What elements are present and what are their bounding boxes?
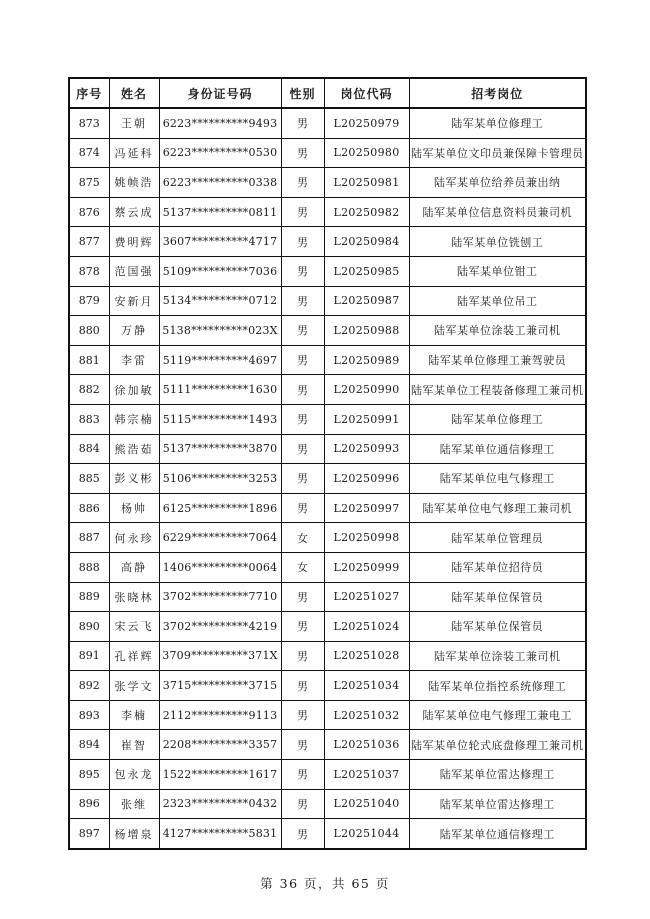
cell-serial-number: 883: [69, 404, 109, 434]
cell-gender: 男: [281, 819, 324, 849]
cell-job-code: L20250991: [324, 404, 409, 434]
cell-job-title: 陆军某单位涂装工兼司机: [409, 641, 586, 671]
cell-job-code: L20250997: [324, 493, 409, 523]
cell-serial-number: 895: [69, 760, 109, 790]
cell-id-number: 5137**********3870: [159, 434, 281, 464]
cell-job-title: 陆军某单位保管员: [409, 612, 586, 642]
cell-name: 崔智: [109, 730, 159, 760]
cell-gender: 女: [281, 523, 324, 553]
cell-id-number: 2323**********0432: [159, 789, 281, 819]
table-row: [69, 316, 586, 346]
table-row: [69, 671, 586, 701]
cell-gender: 男: [281, 286, 324, 316]
cell-id-number: 2208**********3357: [159, 730, 281, 760]
cell-gender: 男: [281, 108, 324, 138]
table-row: [69, 168, 586, 198]
cell-name: 张维: [109, 789, 159, 819]
cell-name: 安新月: [109, 286, 159, 316]
cell-job-title: 陆军某单位涂装工兼司机: [409, 316, 586, 346]
cell-id-number: 3607**********4717: [159, 227, 281, 257]
cell-name: 范国强: [109, 256, 159, 286]
cell-job-title: 陆军某单位雷达修理工: [409, 760, 586, 790]
table-row: [69, 641, 586, 671]
cell-job-title: 陆军某单位通信修理工: [409, 434, 586, 464]
cell-gender: 男: [281, 197, 324, 227]
cell-job-title: 陆军某单位吊工: [409, 286, 586, 316]
column-header-gender: 性别: [281, 78, 324, 108]
cell-job-title: 陆军某单位信息资料员兼司机: [409, 197, 586, 227]
cell-name: 张学文: [109, 671, 159, 701]
cell-job-code: L20251024: [324, 612, 409, 642]
cell-serial-number: 875: [69, 168, 109, 198]
cell-id-number: 6229**********7064: [159, 523, 281, 553]
cell-id-number: 5138**********023X: [159, 316, 281, 346]
table-header-row: [69, 78, 586, 108]
cell-job-code: L20251028: [324, 641, 409, 671]
cell-job-title: 陆军某单位修理工: [409, 108, 586, 138]
cell-serial-number: 879: [69, 286, 109, 316]
cell-job-code: L20250993: [324, 434, 409, 464]
cell-serial-number: 877: [69, 227, 109, 257]
cell-serial-number: 880: [69, 316, 109, 346]
cell-job-code: L20250980: [324, 138, 409, 168]
table-row: [69, 819, 586, 849]
table-row: [69, 730, 586, 760]
cell-serial-number: 886: [69, 493, 109, 523]
cell-job-code: L20251027: [324, 582, 409, 612]
cell-id-number: 1406**********0064: [159, 552, 281, 582]
cell-id-number: 1522**********1617: [159, 760, 281, 790]
cell-gender: 男: [281, 641, 324, 671]
table-row: [69, 700, 586, 730]
cell-name: 冯延科: [109, 138, 159, 168]
cell-name: 杨增泉: [109, 819, 159, 849]
cell-gender: 男: [281, 345, 324, 375]
cell-job-title: 陆军某单位文印员兼保障卡管理员: [409, 138, 586, 168]
cell-id-number: 5106**********3253: [159, 464, 281, 494]
table-row: [69, 256, 586, 286]
cell-gender: 男: [281, 138, 324, 168]
cell-job-code: L20251040: [324, 789, 409, 819]
table-row: [69, 434, 586, 464]
cell-id-number: 6223**********9493: [159, 108, 281, 138]
cell-gender: 男: [281, 760, 324, 790]
cell-gender: 男: [281, 582, 324, 612]
column-header-job-title: 招考岗位: [409, 78, 586, 108]
table-row: [69, 404, 586, 434]
cell-job-code: L20251032: [324, 700, 409, 730]
cell-gender: 女: [281, 552, 324, 582]
cell-id-number: 6223**********0338: [159, 168, 281, 198]
cell-serial-number: 894: [69, 730, 109, 760]
page-number-footer: 第 36 页，共 65 页: [260, 876, 390, 891]
table-body: [69, 108, 586, 849]
cell-job-code: L20251037: [324, 760, 409, 790]
column-header-serial: 序号: [69, 78, 109, 108]
cell-id-number: 5115**********1493: [159, 404, 281, 434]
cell-job-title: 陆军某单位招待员: [409, 552, 586, 582]
cell-job-code: L20251036: [324, 730, 409, 760]
cell-job-code: L20251034: [324, 671, 409, 701]
cell-job-code: L20250979: [324, 108, 409, 138]
cell-id-number: 6125**********1896: [159, 493, 281, 523]
cell-id-number: 6223**********0530: [159, 138, 281, 168]
cell-gender: 男: [281, 227, 324, 257]
cell-gender: 男: [281, 464, 324, 494]
cell-job-code: L20251044: [324, 819, 409, 849]
cell-job-code: L20250998: [324, 523, 409, 553]
cell-name: 李雷: [109, 345, 159, 375]
cell-job-title: 陆军某单位电气修理工兼司机: [409, 493, 586, 523]
table-row: [69, 138, 586, 168]
cell-id-number: 5111**********1630: [159, 375, 281, 405]
cell-job-title: 陆军某单位给养员兼出纳: [409, 168, 586, 198]
cell-name: 万静: [109, 316, 159, 346]
table-row: [69, 375, 586, 405]
cell-name: 包永龙: [109, 760, 159, 790]
table-row: [69, 552, 586, 582]
cell-job-code: L20250999: [324, 552, 409, 582]
cell-job-code: L20250985: [324, 256, 409, 286]
cell-serial-number: 888: [69, 552, 109, 582]
cell-serial-number: 896: [69, 789, 109, 819]
table-row: [69, 197, 586, 227]
cell-name: 韩宗楠: [109, 404, 159, 434]
cell-name: 杨帅: [109, 493, 159, 523]
table-row: [69, 582, 586, 612]
cell-name: 孔祥辉: [109, 641, 159, 671]
cell-gender: 男: [281, 730, 324, 760]
table-row: [69, 108, 586, 138]
cell-gender: 男: [281, 316, 324, 346]
cell-job-code: L20250982: [324, 197, 409, 227]
cell-id-number: 5134**********0712: [159, 286, 281, 316]
table-row: [69, 760, 586, 790]
cell-id-number: 5119**********4697: [159, 345, 281, 375]
cell-job-title: 陆军某单位修理工: [409, 404, 586, 434]
cell-gender: 男: [281, 404, 324, 434]
cell-job-title: 陆军某单位工程装备修理工兼司机: [409, 375, 586, 405]
cell-serial-number: 889: [69, 582, 109, 612]
column-header-job-code: 岗位代码: [324, 78, 409, 108]
cell-gender: 男: [281, 256, 324, 286]
cell-gender: 男: [281, 434, 324, 464]
cell-name: 宋云飞: [109, 612, 159, 642]
cell-id-number: 5109**********7036: [159, 256, 281, 286]
cell-job-title: 陆军某单位通信修理工: [409, 819, 586, 849]
cell-name: 李楠: [109, 700, 159, 730]
cell-job-code: L20250990: [324, 375, 409, 405]
cell-serial-number: 874: [69, 138, 109, 168]
cell-gender: 男: [281, 789, 324, 819]
cell-job-code: L20250984: [324, 227, 409, 257]
cell-job-title: 陆军某单位电气修理工兼电工: [409, 700, 586, 730]
cell-job-code: L20250988: [324, 316, 409, 346]
cell-serial-number: 884: [69, 434, 109, 464]
cell-job-title: 陆军某单位保管员: [409, 582, 586, 612]
cell-id-number: 3715**********3715: [159, 671, 281, 701]
cell-id-number: 3709**********371X: [159, 641, 281, 671]
cell-serial-number: 893: [69, 700, 109, 730]
table-row: [69, 345, 586, 375]
cell-name: 蔡云成: [109, 197, 159, 227]
cell-serial-number: 873: [69, 108, 109, 138]
cell-job-code: L20250981: [324, 168, 409, 198]
cell-gender: 男: [281, 671, 324, 701]
cell-job-title: 陆军某单位指控系统修理工: [409, 671, 586, 701]
column-header-name: 姓名: [109, 78, 159, 108]
cell-id-number: 5137**********0811: [159, 197, 281, 227]
cell-id-number: 2112**********9113: [159, 700, 281, 730]
cell-id-number: 3702**********4219: [159, 612, 281, 642]
cell-serial-number: 891: [69, 641, 109, 671]
cell-job-title: 陆军某单位雷达修理工: [409, 789, 586, 819]
cell-job-title: 陆军某单位电气修理工: [409, 464, 586, 494]
cell-serial-number: 876: [69, 197, 109, 227]
table-row: [69, 612, 586, 642]
column-header-id-number: 身份证号码: [159, 78, 281, 108]
cell-job-code: L20250996: [324, 464, 409, 494]
cell-gender: 男: [281, 493, 324, 523]
cell-gender: 男: [281, 700, 324, 730]
table-row: [69, 464, 586, 494]
cell-gender: 男: [281, 612, 324, 642]
cell-job-title: 陆军某单位钳工: [409, 256, 586, 286]
cell-serial-number: 882: [69, 375, 109, 405]
cell-job-title: 陆军某单位管理员: [409, 523, 586, 553]
table-row: [69, 493, 586, 523]
cell-gender: 男: [281, 375, 324, 405]
cell-name: 费明辉: [109, 227, 159, 257]
cell-id-number: 4127**********5831: [159, 819, 281, 849]
cell-job-code: L20250987: [324, 286, 409, 316]
cell-name: 姚帧浩: [109, 168, 159, 198]
cell-serial-number: 897: [69, 819, 109, 849]
cell-job-code: L20250989: [324, 345, 409, 375]
cell-name: 何永珍: [109, 523, 159, 553]
cell-name: 熊浩茹: [109, 434, 159, 464]
cell-serial-number: 890: [69, 612, 109, 642]
cell-name: 张晓林: [109, 582, 159, 612]
cell-gender: 男: [281, 168, 324, 198]
table-row: [69, 789, 586, 819]
cell-name: 徐加敏: [109, 375, 159, 405]
table-row: [69, 523, 586, 553]
cell-serial-number: 892: [69, 671, 109, 701]
cell-serial-number: 887: [69, 523, 109, 553]
recruitment-roster-table: [68, 77, 587, 850]
cell-job-title: 陆军某单位铣刨工: [409, 227, 586, 257]
cell-id-number: 3702**********7710: [159, 582, 281, 612]
cell-name: 彭义彬: [109, 464, 159, 494]
cell-job-title: 陆军某单位轮式底盘修理工兼司机: [409, 730, 586, 760]
cell-name: 高静: [109, 552, 159, 582]
table-row: [69, 227, 586, 257]
cell-serial-number: 885: [69, 464, 109, 494]
cell-job-title: 陆军某单位修理工兼驾驶员: [409, 345, 586, 375]
cell-serial-number: 878: [69, 256, 109, 286]
cell-name: 王朝: [109, 108, 159, 138]
cell-serial-number: 881: [69, 345, 109, 375]
table-row: [69, 286, 586, 316]
